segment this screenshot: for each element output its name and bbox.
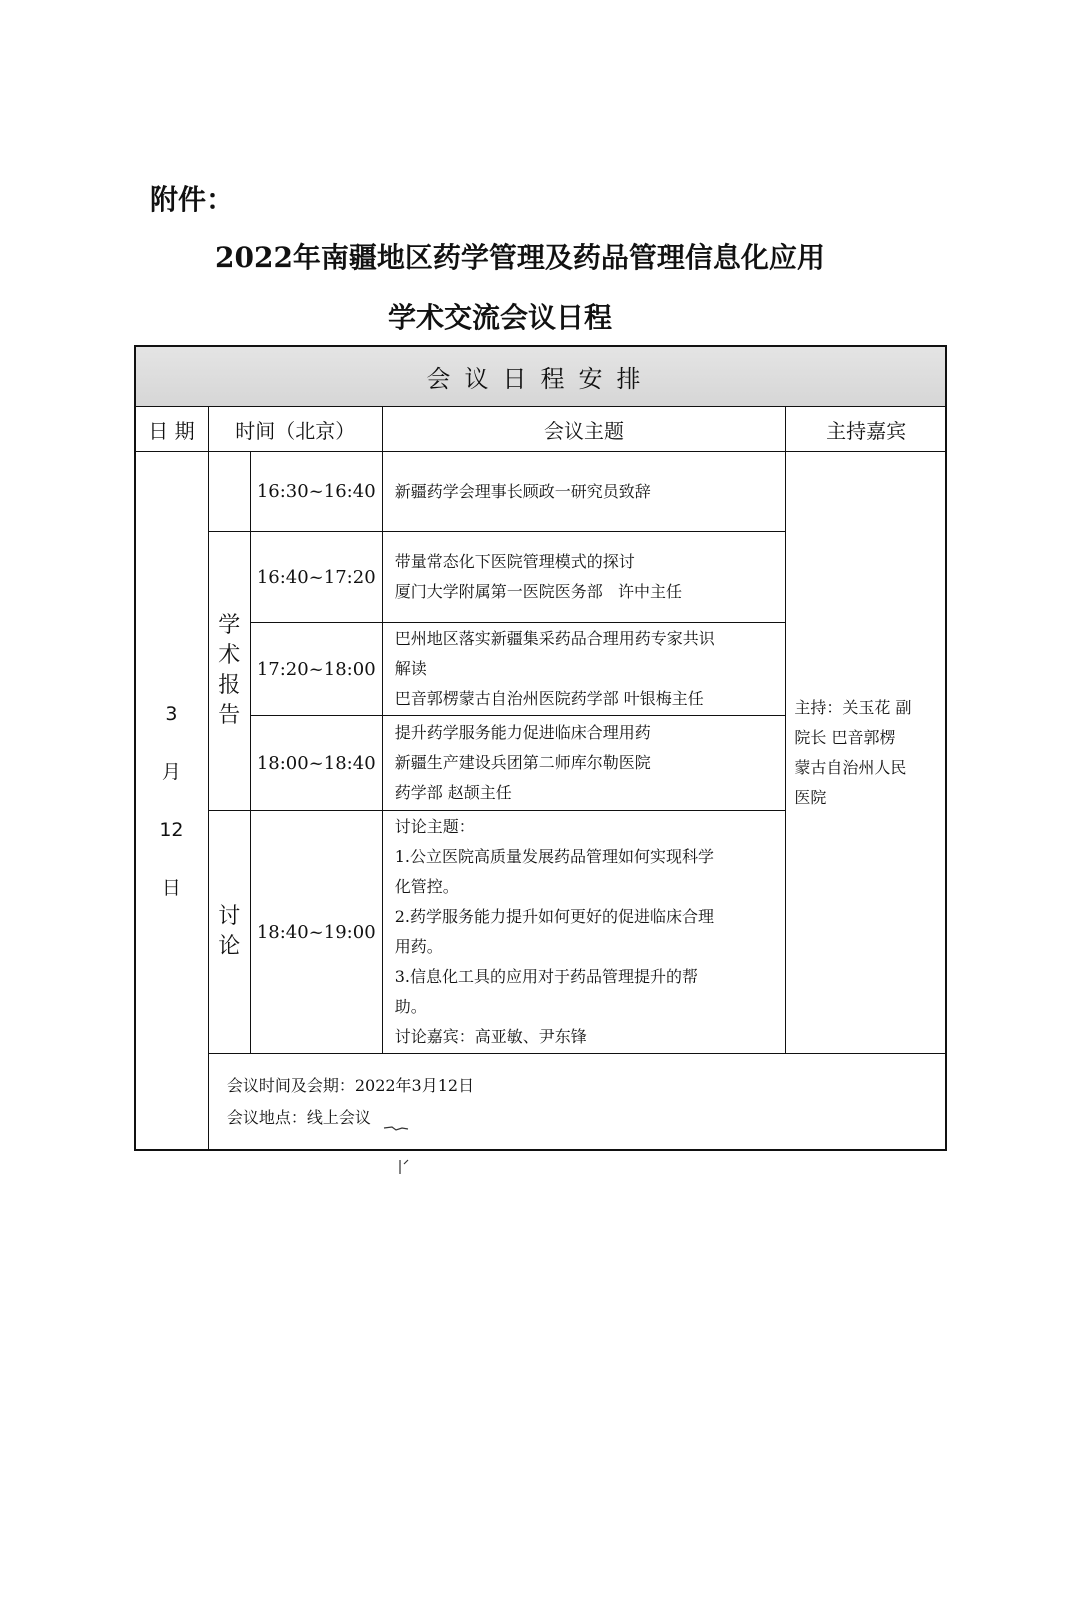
section-report-char: 报 — [218, 673, 241, 698]
header-host: 主持嘉宾 — [786, 407, 947, 452]
meeting-location-line: 会议地点：线上会议 — [226, 1108, 371, 1127]
page-title-line1: 2022年南疆地区药学管理及药品管理信息化应用 — [215, 241, 825, 274]
header-topic: 会议主题 — [382, 407, 786, 452]
time-slot-3: 17:20~18:00 — [250, 623, 382, 716]
topic-2-line: 厦门大学附属第一医院医务部 许中主任 — [394, 582, 682, 601]
topic-2-line: 带量常态化下医院管理模式的探讨 — [394, 552, 635, 571]
topic-5-line: 3.信息化工具的应用对于药品管理提升的帮 — [394, 967, 698, 986]
date-day-part3: 12 — [159, 819, 184, 841]
page-title-line2: 学术交流会议日程 — [388, 301, 613, 334]
topic-5-line: 讨论主题： — [394, 817, 475, 836]
header-date: 日 期 — [135, 407, 209, 452]
date-day-part1: 3 — [165, 703, 178, 725]
date-day-part4: 日 — [161, 877, 181, 899]
topic-3-line: 巴音郭楞蒙古自治州医院药学部 叶银梅主任 — [394, 689, 704, 708]
time-slot-4: 18:00~18:40 — [250, 716, 382, 811]
scan-artifact-mark — [382, 1122, 412, 1136]
topic-5-line: 用药。 — [394, 937, 443, 956]
section-report-char: 学 — [218, 613, 241, 638]
scan-artifact-mark — [396, 1156, 414, 1178]
section-discuss-char: 讨 — [218, 904, 241, 929]
topic-3-line: 巴州地区落实新疆集采药品合理用药专家共识 — [394, 629, 715, 648]
host-line: 医院 — [794, 787, 827, 807]
section-report-char: 告 — [218, 703, 241, 728]
topic-4-line: 新疆生产建设兵团第二师库尔勒医院 — [394, 753, 651, 772]
meeting-time-line: 会议时间及会期：2022年3月12日 — [226, 1076, 475, 1095]
attachment-label: 附件： — [150, 183, 235, 216]
topic-5-line: 化管控。 — [394, 877, 459, 896]
topic-5-line: 助。 — [394, 997, 427, 1016]
topic-1-line: 新疆药学会理事长顾政一研究员致辞 — [394, 481, 651, 501]
host-line: 主持：关玉花 副 — [794, 697, 912, 717]
topic-4-line: 药学部 赵颉主任 — [394, 783, 512, 802]
date-day-part2: 月 — [161, 761, 181, 783]
time-slot-1: 16:30~16:40 — [250, 452, 382, 532]
topic-4-line: 提升药学服务能力促进临床合理用药 — [394, 723, 651, 742]
host-line: 蒙古自治州人民 — [794, 757, 907, 777]
header-time: 时间（北京） — [208, 407, 382, 452]
time-slot-2: 16:40~17:20 — [250, 532, 382, 623]
topic-5-line: 讨论嘉宾：高亚敏、尹东锋 — [394, 1027, 587, 1046]
time-slot-5: 18:40~19:00 — [250, 811, 382, 1054]
table-outer-frame — [134, 345, 947, 1151]
topic-5-line: 2.药学服务能力提升如何更好的促进临床合理 — [394, 907, 714, 926]
section-report-char: 术 — [218, 643, 241, 668]
section-discuss-char: 论 — [218, 934, 241, 959]
host-line: 院长 巴音郭楞 — [794, 727, 896, 747]
schedule-banner: 会议日程安排 — [135, 346, 947, 407]
topic-3-line: 解读 — [394, 659, 427, 678]
topic-5-line: 1.公立医院高质量发展药品管理如何实现科学 — [394, 847, 714, 866]
